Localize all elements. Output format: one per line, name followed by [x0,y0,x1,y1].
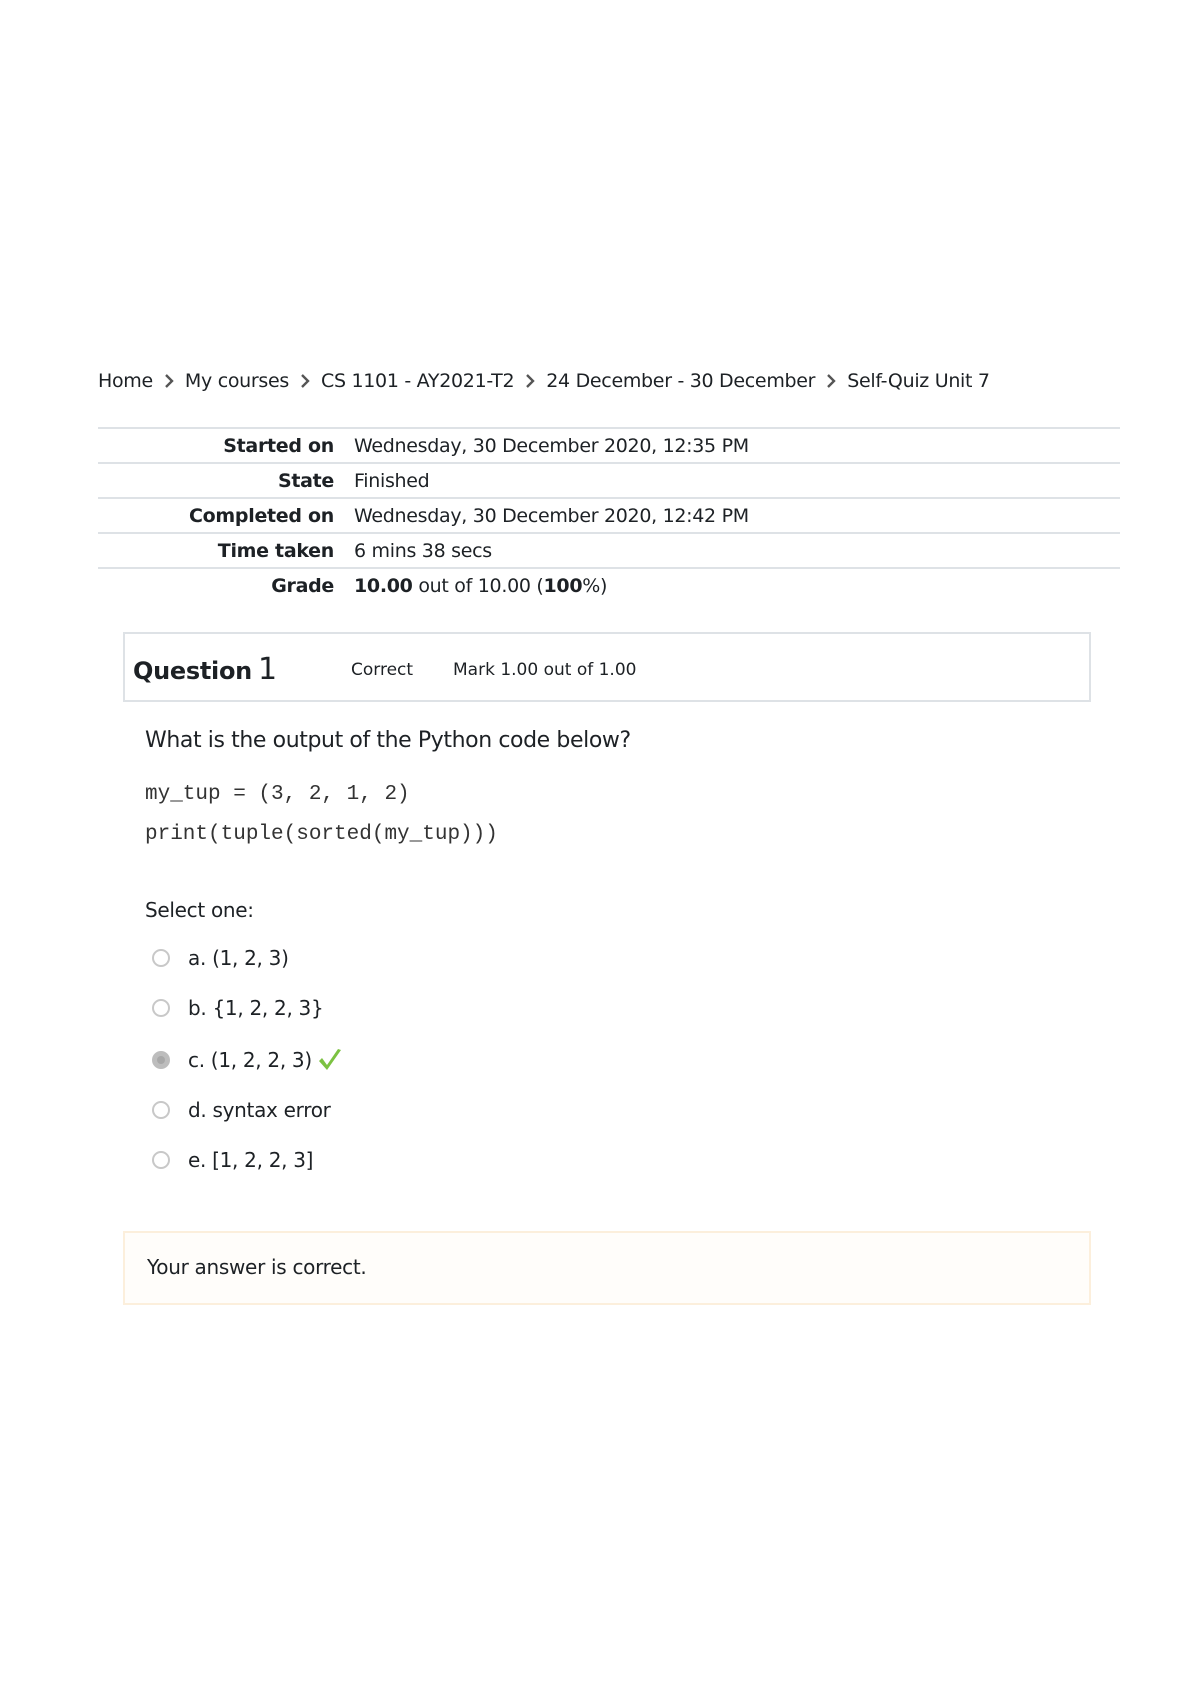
radio-button[interactable] [152,949,170,967]
summary-label: State [277,469,334,492]
summary-value: Finished [354,469,430,492]
select-one-label: Select one: [145,898,254,922]
feedback-box [123,1231,1091,1305]
chevron-right-icon [289,374,321,388]
summary-row-state [98,463,1120,498]
answer-option-c[interactable] [152,1046,344,1074]
summary-row-time-taken [98,533,1120,568]
check-icon [316,1046,344,1074]
radio-button[interactable] [152,1151,170,1169]
summary-value: Wednesday, 30 December 2020, 12:35 PM [354,434,749,457]
breadcrumb-week[interactable]: 24 December - 30 December [546,370,816,392]
question-label: Question [133,657,252,685]
summary-value: Wednesday, 30 December 2020, 12:42 PM [354,504,749,527]
grade-percent: 100 [543,575,583,597]
summary-row-completed [98,498,1120,533]
radio-button[interactable] [152,1101,170,1119]
grade-out-of: out of 10.00 ( [412,575,544,597]
summary-value: 6 mins 38 secs [354,539,492,562]
question-text: What is the output of the Python code below? [145,728,631,753]
answer-option-d[interactable] [152,1098,331,1122]
grade-percent-suffix: %) [582,575,608,597]
question-number-value: 1 [257,652,277,687]
option-label: e. [1, 2, 2, 3] [188,1148,314,1172]
question-mark: Mark 1.00 out of 1.00 [453,660,637,680]
option-label: d. syntax error [188,1098,331,1122]
summary-row-started [98,428,1120,463]
code-line: print(tuple(sorted(my_tup))) [145,823,498,846]
breadcrumb-quiz[interactable]: Self-Quiz Unit 7 [847,370,990,392]
question-info-box [123,632,1091,702]
breadcrumb [98,370,990,392]
radio-button-checked[interactable] [152,1051,170,1069]
breadcrumb-home[interactable]: Home [98,370,153,392]
summary-value [344,568,1120,603]
feedback-text: Your answer is correct. [147,1255,367,1279]
breadcrumb-course[interactable]: CS 1101 - AY2021-T2 [321,370,515,392]
chevron-right-icon [514,374,546,388]
breadcrumb-my-courses[interactable]: My courses [184,370,290,392]
radio-button[interactable] [152,999,170,1017]
summary-label: Time taken [217,539,334,562]
summary-label: Completed on [189,504,334,527]
chevron-right-icon [153,374,185,388]
answer-option-a[interactable] [152,946,289,970]
option-label: c. (1, 2, 2, 3) [188,1048,312,1072]
question-state: Correct [351,660,414,680]
answer-option-e[interactable] [152,1148,313,1172]
option-label: a. (1, 2, 3) [188,946,289,970]
attempt-summary-table [98,427,1120,603]
summary-label: Started on [223,434,334,457]
grade-score: 10.00 [354,575,413,597]
answer-option-b[interactable] [152,996,323,1020]
chevron-right-icon [815,374,847,388]
summary-row-grade [98,568,1120,603]
question-number [133,652,277,687]
code-line: my_tup = (3, 2, 1, 2) [145,783,410,806]
option-label: b. {1, 2, 2, 3} [188,996,324,1020]
summary-label: Grade [271,575,334,597]
